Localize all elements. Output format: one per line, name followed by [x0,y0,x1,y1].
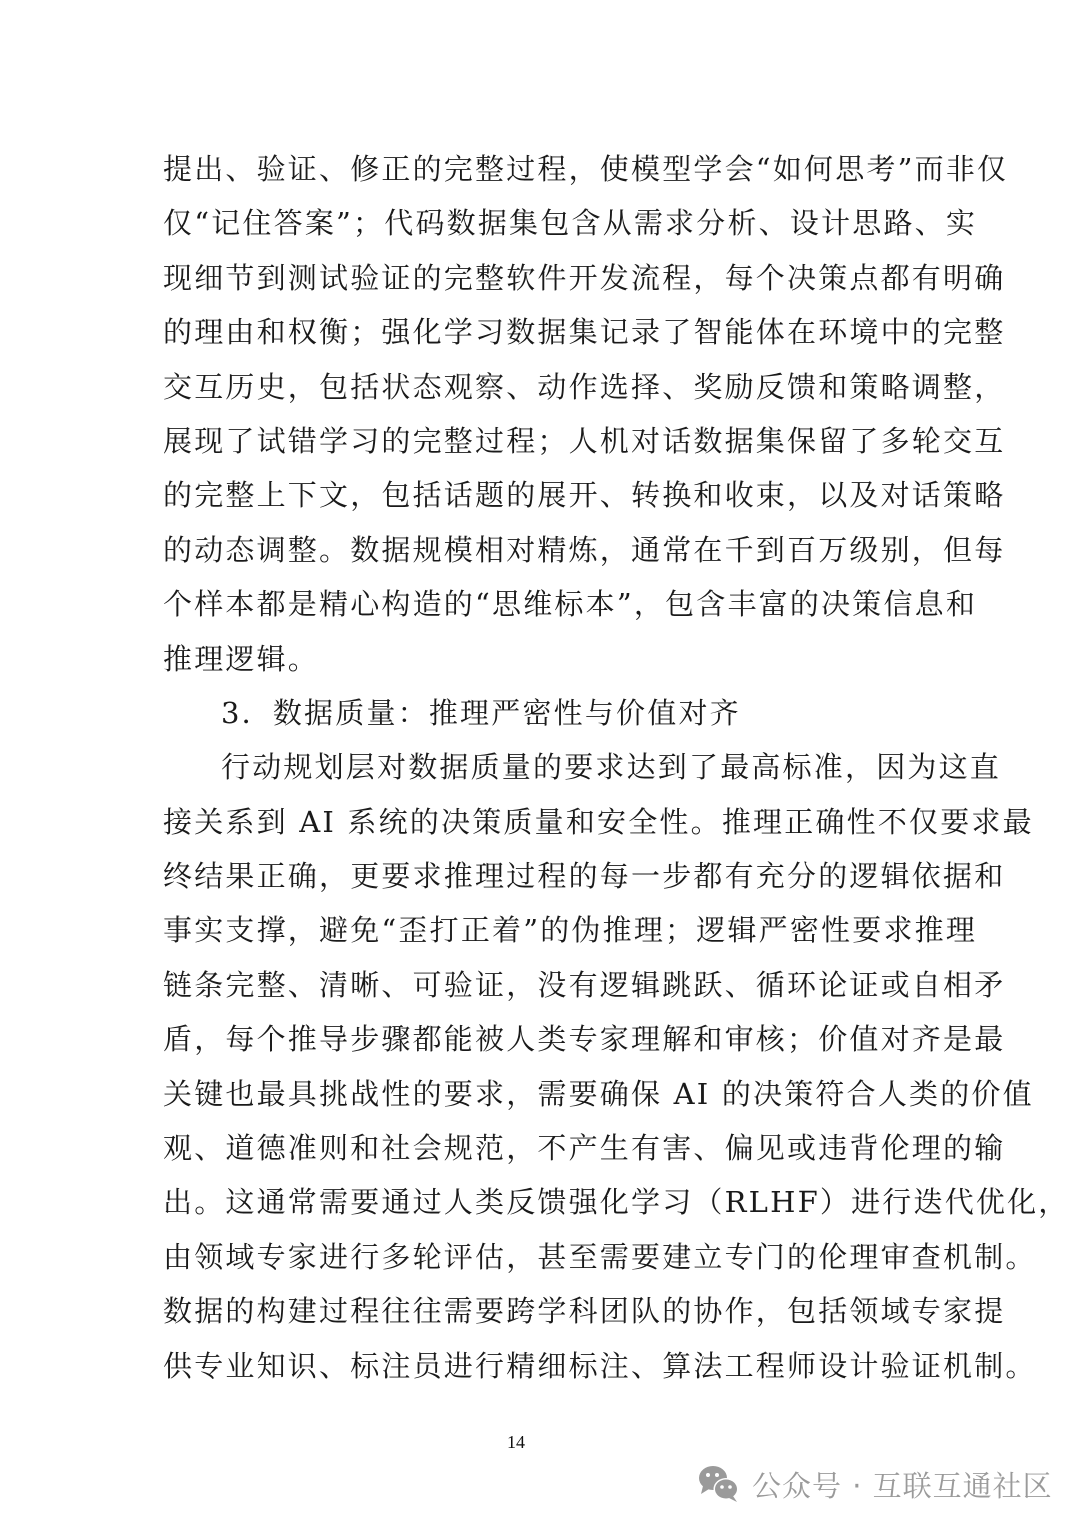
watermark [698,1461,1053,1507]
text-line: 链条完整、清晰、可验证，没有逻辑跳跃、循环论证或自相矛 [163,967,1006,1002]
text-line: 关键也最具挑战性的要求，需要确保 AI 的决策符合人类的价值 [163,1076,1034,1111]
text-line: 供专业知识、标注员进行精细标注、算法工程师设计验证机制。 [163,1348,1037,1383]
text-line: 的完整上下文，包括话题的展开、转换和收束，以及对话策略 [163,478,1006,513]
text-line: 终结果正确，更要求推理过程的每一步都有充分的逻辑依据和 [163,859,1006,894]
text-line: 的理由和权衡；强化学习数据集记录了智能体在环境中的完整 [163,315,1006,350]
text-line: 观、道德准则和社会规范，不产生有害、偏见或违背伦理的输 [163,1131,1006,1166]
text-line: 出。这通常需要通过人类反馈强化学习（RLHF）进行迭代优化， [163,1185,1070,1220]
page-number: 14 [507,1432,525,1452]
text-line: 仅“记住答案”；代码数据集包含从需求分析、设计思路、实 [163,206,978,241]
text-line: 交互历史，包括状态观察、动作选择、奖励反馈和策略调整， [163,369,1006,404]
wechat-icon [698,1464,740,1504]
text-line: 个样本都是精心构造的“思维标本”，包含丰富的决策信息和 [163,587,978,622]
watermark-text: 公众号 · 互联互通社区 [752,1468,1053,1503]
text-line: 数据的构建过程往往需要跨学科团队的协作，包括领域专家提 [163,1294,1006,1329]
section-heading: 3．数据质量：推理严密性与价值对齐 [221,695,741,730]
text-line: 盾，每个推导步骤都能被人类专家理解和审核；价值对齐是最 [163,1022,1006,1057]
paragraph-first-line: 行动规划层对数据质量的要求达到了最高标准，因为这直 [221,750,1002,785]
body-text [163,142,1070,1393]
text-line: 现细节到测试验证的完整软件开发流程，每个决策点都有明确 [163,260,1006,295]
text-line: 接关系到 AI 系统的决策质量和安全性。推理正确性不仅要求最 [163,804,1034,839]
text-line: 事实支撑，避免“歪打正着”的伪推理；逻辑严密性要求推理 [163,913,978,948]
text-line: 推理逻辑。 [163,641,320,676]
text-line: 提出、验证、修正的完整过程，使模型学会“如何思考”而非仅 [163,152,1009,186]
text-line: 的动态调整。数据规模相对精炼，通常在千到百万级别，但每 [163,532,1006,567]
text-line: 由领域专家进行多轮评估，甚至需要建立专门的伦理审查机制。 [163,1239,1037,1274]
text-line: 展现了试错学习的完整过程；人机对话数据集保留了多轮交互 [163,423,1006,458]
